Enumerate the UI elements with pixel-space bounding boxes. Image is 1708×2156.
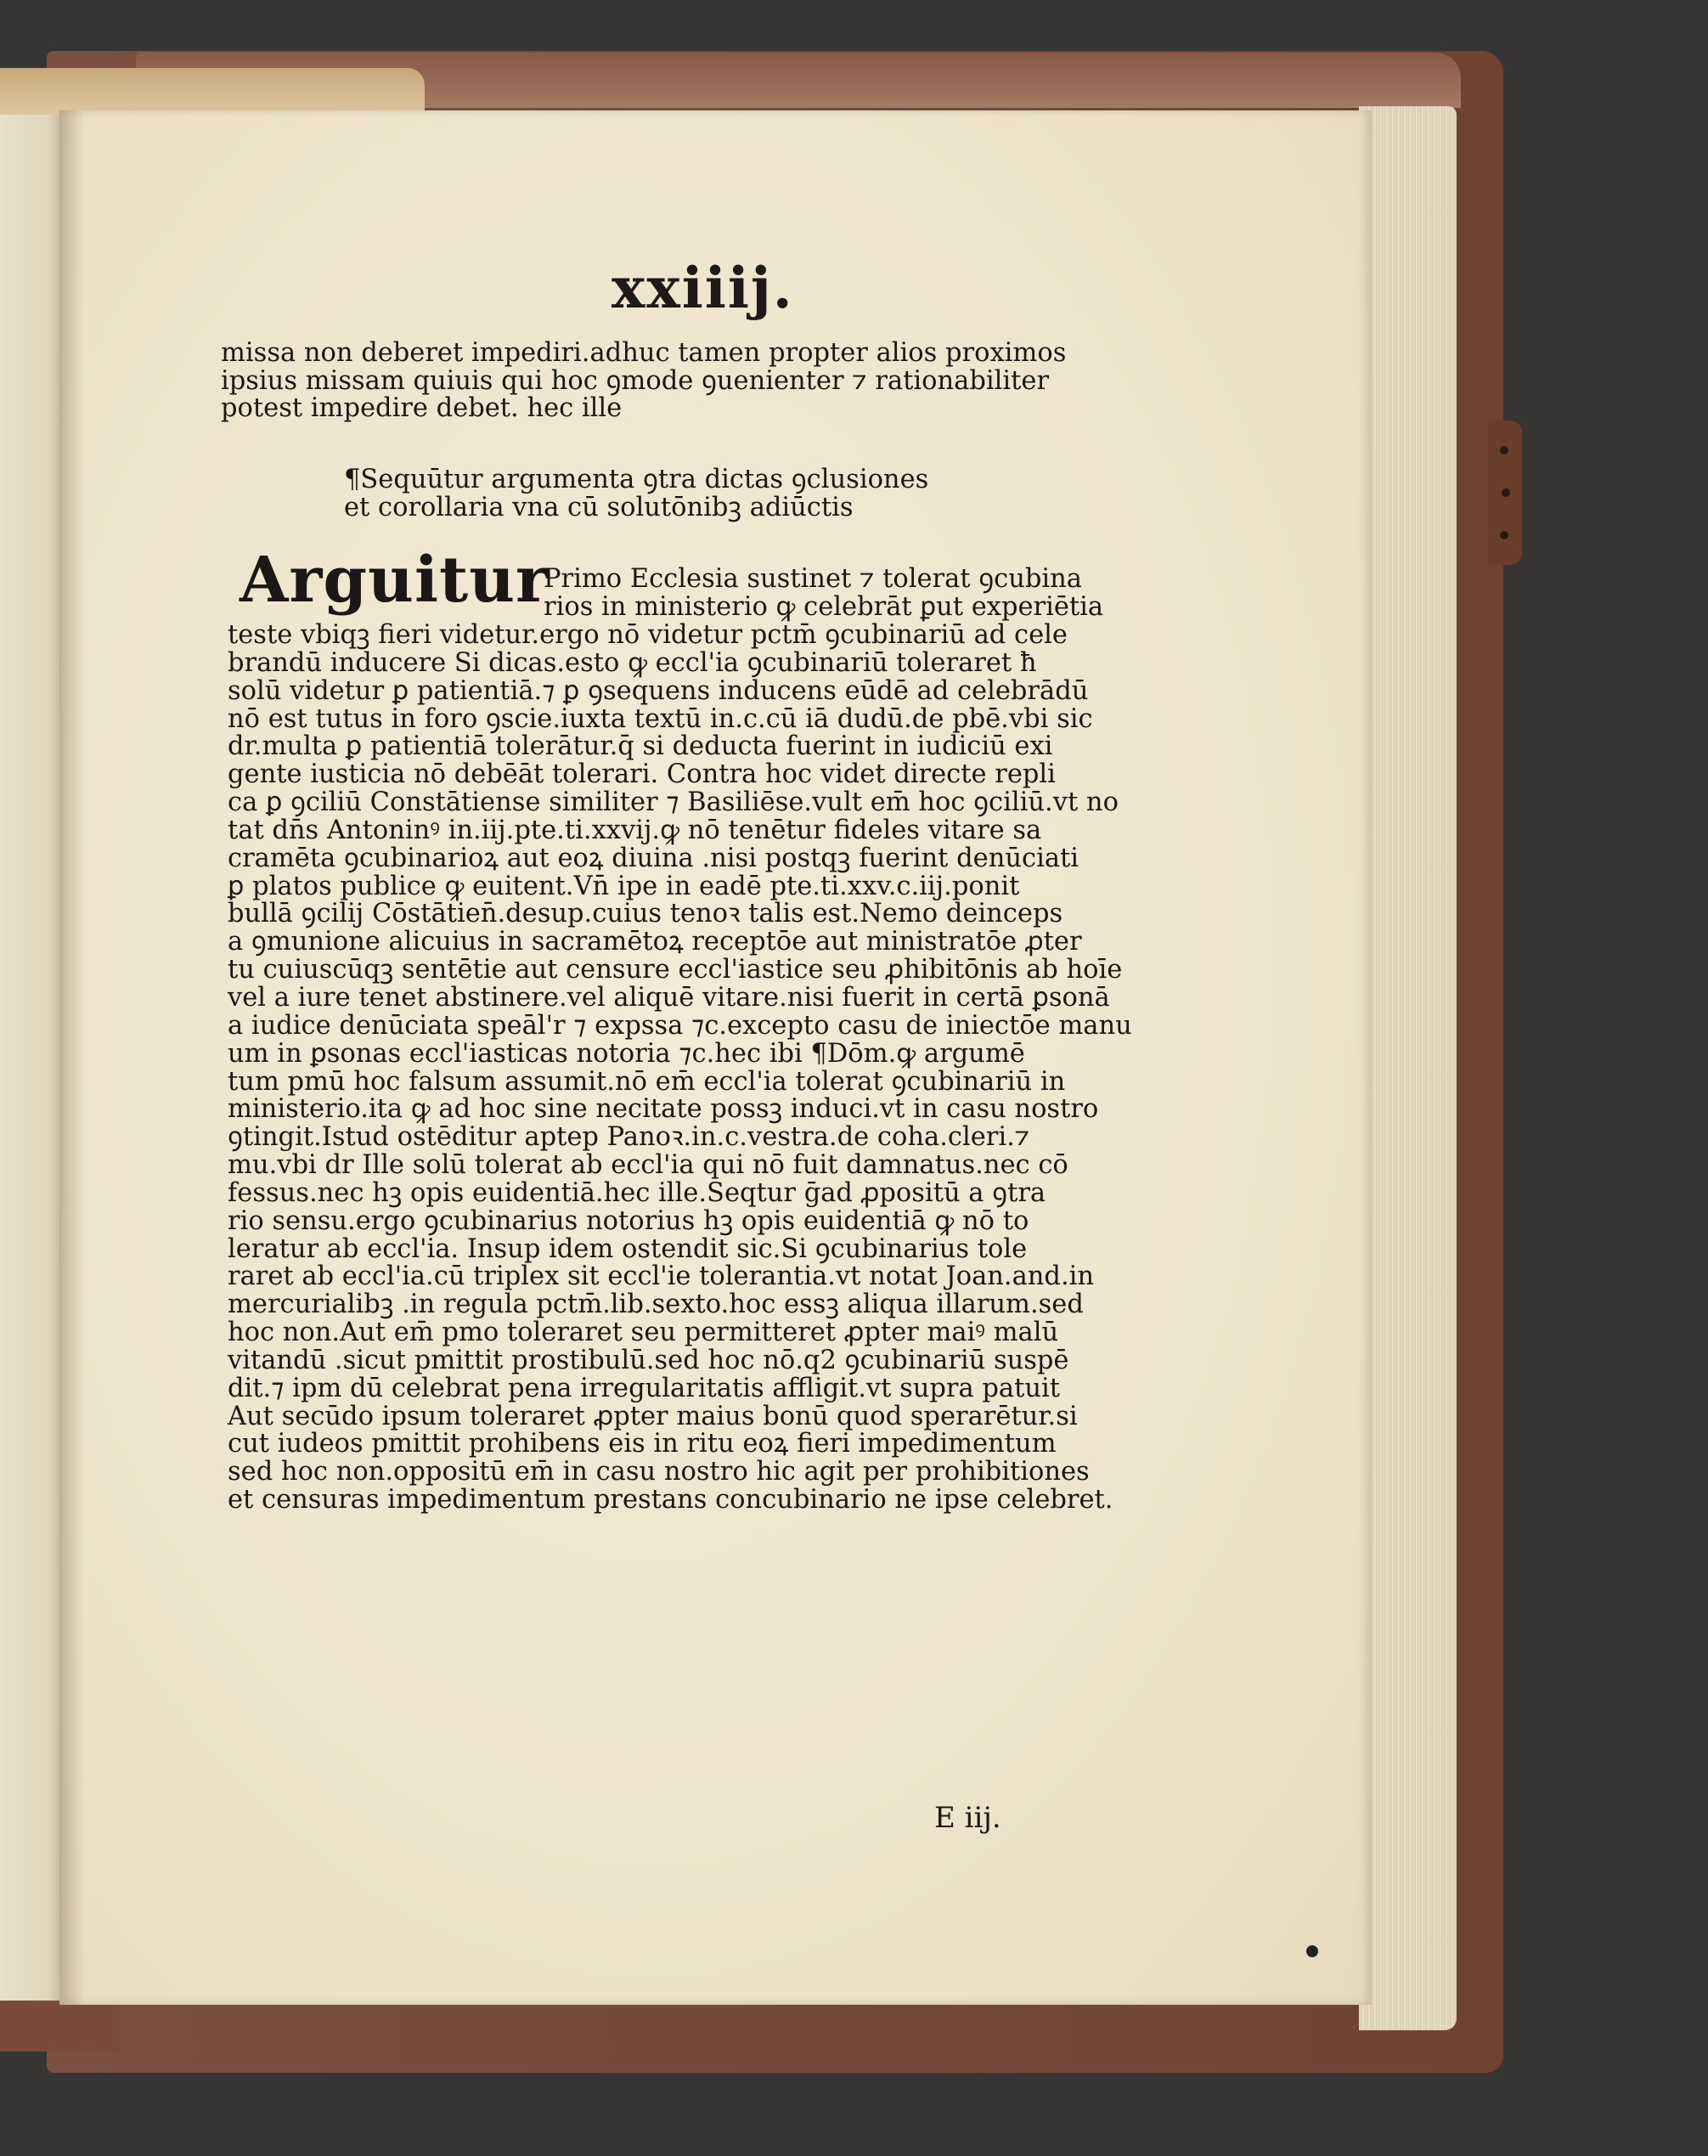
text-line: potest impedire debet. hec ille [221,393,623,424]
clasp-remnant [1488,420,1522,565]
text-line: ꝯtingit.Istud ostēditur aptep Panoꝛ.in.c.vestra.de coha.cleri.⁊ [228,1122,1030,1153]
facing-page [0,115,68,2010]
rubric-line: et corollaria vna cū solutōnibꝫ adiūctis [344,493,854,522]
text-line: ministerio.ita ꝙ ad hoc sine necitate possꝫ induci.vt in casu nostro [228,1094,1099,1125]
text-line: vel a iure tenet abstinere.vel aliquē vitare.nisi fuerit in certā ꝑsonā [228,982,1110,1013]
text-line: Aut secūdo ipsum toleraret ꝓpter maius bonū quod sperarētur.si [228,1401,1078,1431]
text-line: solū videtur ꝑ patientiā.⁊ ꝑ ꝯsequens inducens eūdē ad celebrādū [228,675,1089,706]
text-line: leratur ab eccl'ia. Insup idem ostendit sic.Si ꝯcubinarius tole [228,1233,1028,1264]
text-line: et censuras impedimentum prestans concubinario ne ipse celebret. [228,1485,1113,1515]
text-line: rio sensu.ergo ꝯcubinarius notorius hꝫ opis euidentiā ꝙ nō to [228,1205,1029,1236]
argument-lines [544,565,1103,621]
text-line: sed hoc non.oppositū em̄ in casu nostro hic agit per prohibitiones [228,1457,1090,1487]
rubric-line: ¶Sequūtur argumenta ꝯtra dictas ꝯclusiones [344,465,929,494]
text-line: teste vbiqꝫ fieri videtur.ergo nō videtur pctm̄ ꝯcubinariū ad cele [228,620,1068,650]
text-line: vitandū .sicut pmittit prostibulū.sed hoc nō.q2 ꝯcubinariū suspē [228,1345,1069,1375]
text-line: ca ꝑ ꝯciliū Constātiense similiter ⁊ Basiliēse.vult em̄ hoc ꝯciliū.vt no [228,787,1119,818]
text-line: dr.multa ꝑ patientiā tolerātur.q̄ si deducta fuerint in iudiciū exi [228,731,1053,762]
nail-hole [1500,446,1508,454]
ink-spot [1306,1945,1318,1957]
left-board-edge [0,2001,119,2052]
text-line: gente iusticia nō debēāt tolerari. Contra hoc videt directe repli [228,759,1056,790]
text-line: ꝑ platos publice ꝙ euitent.Vn̄ ipe in eadē pte.ti.xxv.c.iij.ponit [228,871,1020,901]
text-line: um in ꝑsonas eccl'iasticas notoria ⁊c.hec ibi ¶Dōm.ꝙ argumē [228,1038,1025,1069]
text-line: Primo Ecclesia sustinet ⁊ tolerat ꝯcubina [544,564,1082,594]
text-line: cramēta ꝯcubinarioꝝ aut eoꝝ diuina .nisi postqꝫ fuerint denūciati [228,843,1079,873]
text-line: raret ab eccl'ia.cū triplex sit eccl'ie tolerantia.vt notat Joan.and.in [228,1261,1095,1292]
text-line: a iudice denūciata speāl'r ⁊ expssa ⁊c.excepto casu de iniectōe manu [228,1010,1132,1041]
text-line: hoc non.Aut em̄ pmo toleraret seu permitteret ꝓpter maiꝰ malū [228,1318,1059,1348]
text-line: rios in ministerio ꝙ celebrāt ꝑut experiētia [544,592,1104,622]
page-block-edges [1359,106,1457,2030]
text-line: missa non deberet impediri.adhuc tamen propter alios proximos [221,338,1067,368]
rubric-heading [344,466,928,522]
signature-mark: E iij. [934,1801,1001,1835]
nail-hole [1500,531,1508,539]
body-text [228,622,1132,1515]
text-line: bullā ꝯcilij Cōstātien̄.desup.cuius tenoꝛ talis est.Nemo deinceps [228,899,1063,929]
nail-hole [1502,488,1510,497]
text-line: brandū inducere Si dicas.esto ꝙ eccl'ia ꝯcubinariū toleraret ħ [228,647,1037,678]
text-line: mercurialibꝫ .in regula pctm̄.lib.sexto.hoc essꝫ aliqua illarum.sed [228,1290,1084,1320]
text-line: ipsius missam quiuis qui hoc ꝯmode ꝯuenienter ⁊ rationabiliter [221,365,1050,396]
text-line: tum pmū hoc falsum assumit.nō em̄ eccl'ia tolerat ꝯcubinariū in [228,1066,1066,1097]
text-line: dit.⁊ ipm dū celebrat pena irregularitatis affligit.vt supra patuit [228,1373,1060,1403]
opening-text [221,340,1121,423]
text-line: a ꝯmunione alicuius in sacramētoꝝ receptōe aut ministratōe ꝓter [228,927,1082,957]
text-line: mu.vbi dr Ille solū tolerat ab eccl'ia qui nō fuit damnatus.nec cō [228,1150,1068,1181]
text-line: fessus.nec hꝫ opis euidentiā.hec ille.Seqtur ḡad ꝓpositū a ꝯtra [228,1177,1046,1208]
text-line: cut iudeos pmittit prohibens eis in ritu eoꝝ fieri impedimentum [228,1429,1057,1459]
text-line: nō est tutus in foro ꝯscie.iuxta textū in.c.cū iā dudū.de pbē.vbi sic [228,703,1093,734]
text-line: tu cuiuscūqꝫ sentētie aut censure eccl'iastice seu ꝓhibitōnis ab hoīe [228,955,1123,985]
initial-word: Arguitur [240,544,550,617]
text-line: tat dn̄s Antoninꝰ in.iij.pte.ti.xxvij.ꝙ nō tenētur fideles vitare sa [228,815,1042,845]
gutter-shadow [59,110,85,2005]
folio-number: xxiiij. [612,255,794,321]
